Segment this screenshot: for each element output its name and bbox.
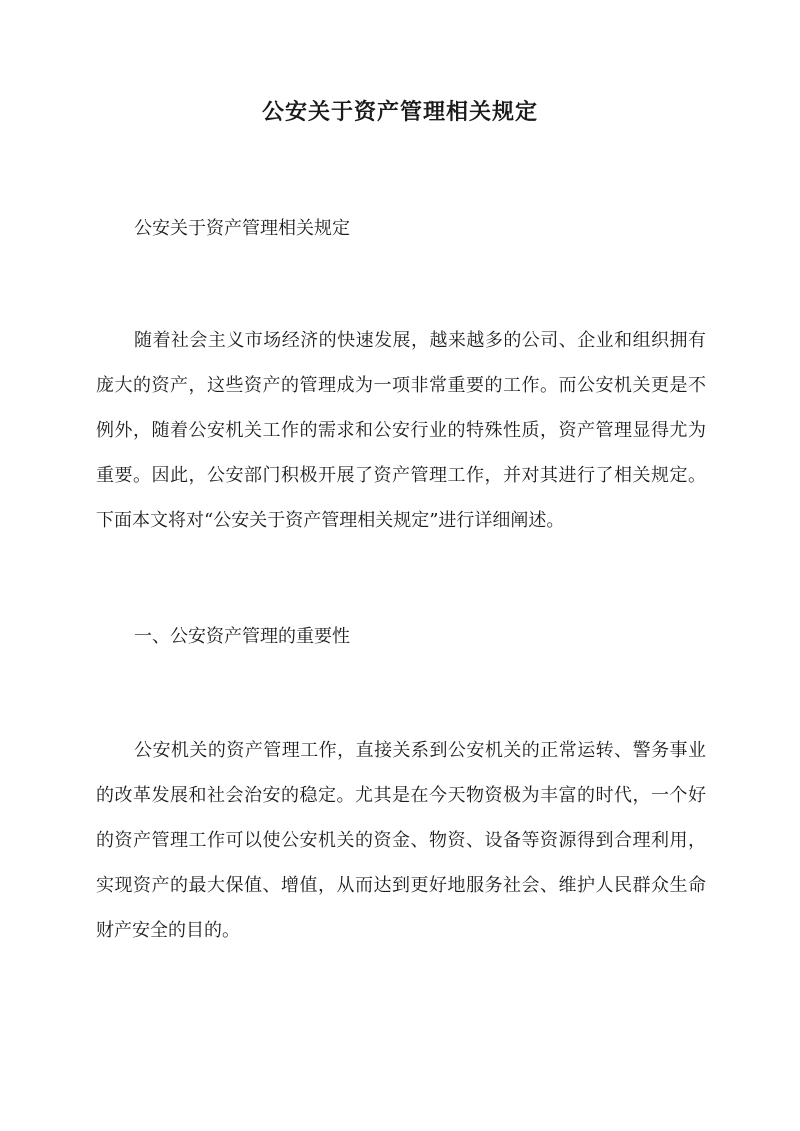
importance-paragraph: 公安机关的资产管理工作，直接关系到公安机关的正常运转、警务事业的改革发展和社会治安的稳定。尤其是在今天物资极为丰富的时代，一个好的资产管理工作可以使公安机关的资金、物资、设备等资源得到合理利用，实现资产的最大保值、增值，从而达到更好地服务社会、维护人民群众生命财产安全的目的。 (96, 740, 706, 941)
intro-paragraph: 随着社会主义市场经济的快速发展，越来越多的公司、企业和组织拥有庞大的资产，这些资产的管理成为一项非常重要的工作。而公安机关更是不例外，随着公安机关工作的需求和公安行业的特殊性质，资产管理显得尤为重要。因此，公安部门积极开展了资产管理工作，并对其进行了相关规定。下面本文将对“公安关于资产管理相关规定”进行详细阐述。 (96, 330, 706, 531)
document-subtitle: 公安关于资产管理相关规定 (134, 218, 350, 239)
section-heading-importance: 一、公安资产管理的重要性 (134, 626, 350, 647)
document-title: 公安关于资产管理相关规定 (261, 99, 538, 125)
